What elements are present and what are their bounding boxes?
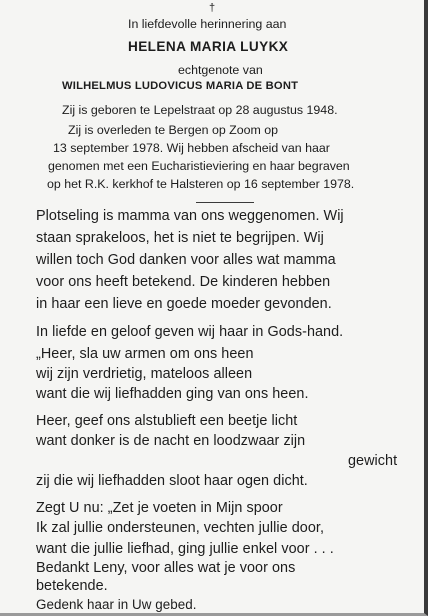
text-line: zij die wij liefhadden sloot haar ogen dicht. [36, 473, 308, 489]
detail-line: op het R.K. kerkhof te Halsteren op 16 september 1978. [47, 177, 355, 191]
text-line: voor ons heeft betekend. De kinderen hebben [36, 274, 331, 290]
text-line: want donker is de nacht en loodzwaar zijn [36, 433, 306, 449]
detail-line: Zij is geboren te Lepelstraat op 28 augustus 1948. [62, 103, 338, 117]
text-line: wij zijn verdrietig, mateloos alleen [36, 366, 253, 382]
text-line: Ik zal jullie ondersteunen, vechten jullie door, [36, 520, 324, 536]
text-line: want die jullie liefhad, ging jullie enkel voor . . . [36, 541, 334, 557]
text-line: Bedankt Leny, voor alles wat je voor ons [36, 560, 296, 576]
text-line: willen toch God danken voor alles wat mamma [36, 252, 336, 268]
deceased-name: HELENA MARIA LUYKX [128, 39, 289, 54]
text-line: In liefde en geloof geven wij haar in Gods-hand. [36, 324, 344, 340]
detail-line: Zij is overleden te Bergen op Zoom op [68, 123, 279, 137]
closing-line: Gedenk haar in Uw gebed. [36, 597, 197, 612]
detail-line: 13 september 1978. Wij hebben afscheid van haar [53, 141, 330, 155]
text-line: Heer, geef ons alstublieft een beetje licht [36, 413, 298, 429]
cross-icon: † [209, 2, 216, 14]
text-line: staan sprakeloos, het is niet te begrijpen. Wij [36, 230, 324, 246]
text-line: Plotseling is mamma van ons weggenomen. Wij [36, 208, 344, 224]
text-line: betekende. [36, 578, 108, 594]
text-line: want die wij liefhadden ging van ons heen. [36, 386, 309, 402]
detail-line: genomen met een Eucharistieviering en haar begraven [48, 159, 350, 173]
text-line: in haar een lieve en goede moeder gevonden. [36, 296, 332, 312]
text-line: „Heer, sla uw armen om ons heen [36, 346, 254, 362]
text-line: gewicht [348, 453, 398, 469]
intro-line: In liefdevolle herinnering aan [128, 17, 287, 31]
spouse-name: WILHELMUS LUDOVICUS MARIA DE BONT [62, 80, 299, 92]
text-line: Zegt U nu: „Zet je voeten in Mijn spoor [36, 500, 283, 516]
divider [196, 202, 254, 203]
spouse-intro: echtgenote van [178, 63, 263, 77]
